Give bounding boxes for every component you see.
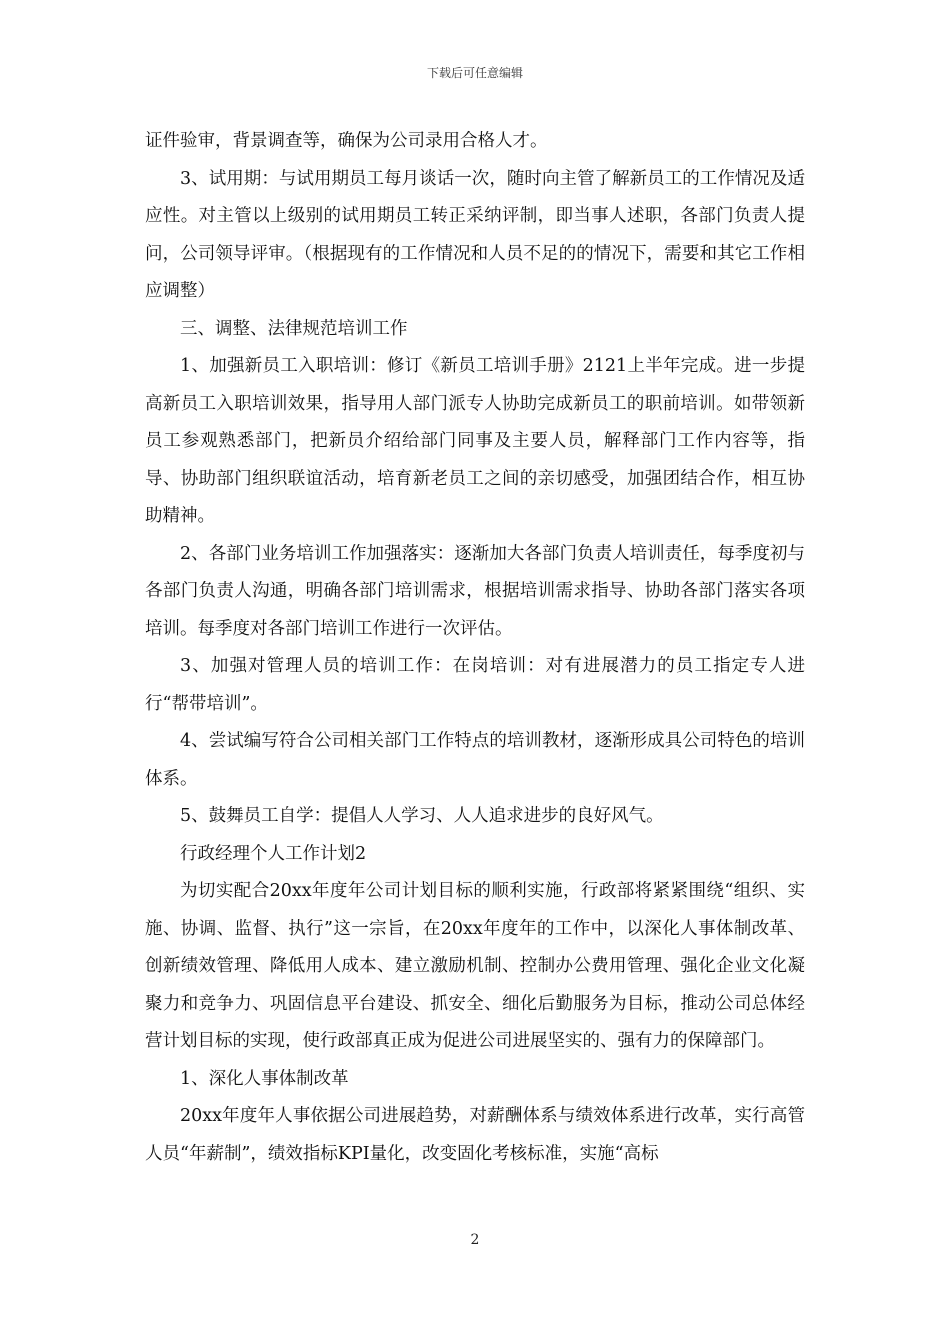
paragraph-12: 20xx年度年人事依据公司进展趋势，对薪酬体系与绩效体系进行改革，实行高管人员“年薪制”，绩效指标KPI量化，改变固化考核标准，实施“高标: [145, 1106, 805, 1164]
section-heading-3: 三、调整、法律规范培训工作: [180, 318, 408, 339]
paragraph-2: 3、试用期：与试用期员工每月谈话一次，随时向主管了解新员工的工作情况及适应性。对主管以上级别的试用期员工转正采纳评制，即当事人述职，各部门负责人提问，公司领导评审。（根据现有的工作情况和人员不足的的情况下，需要和其它工作相应调整）: [145, 168, 805, 301]
document-body: [145, 123, 805, 1173]
paragraph-7: 4、尝试编写符合公司相关部门工作特点的培训教材，逐渐形成具公司特色的培训体系。: [145, 731, 805, 789]
paragraph-6: 3、加强对管理人员的培训工作：在岗培训：对有进展潜力的员工指定专人进行“帮带培训”。: [145, 656, 805, 714]
paragraph-8: 5、鼓舞员工自学：提倡人人学习、人人追求进步的良好风气。: [180, 806, 664, 826]
paragraph-4: 1、加强新员工入职培训：修订《新员工培训手册》2121上半年完成。进一步提高新员工入职培训效果，指导用人部门派专人协助完成新员工的职前培训。如带领新员工参观熟悉部门，把新员介绍给部门同事及主要人员，解释部门工作内容等，指导、协助部门组织联谊活动，培育新老员工之间的亲切感受，加强团结合作，相互协助精神。: [145, 356, 805, 526]
document-title-2: 行政经理个人工作计划2: [180, 843, 367, 864]
page-number: 2: [470, 1232, 480, 1248]
subheading-11: 1、深化人事体制改革: [180, 1068, 349, 1089]
page-header: 下载后可任意编辑: [426, 66, 523, 80]
paragraph-10: 为切实配合20xx年度年公司计划目标的顺利实施，行政部将紧紧围绕“组织、实施、协调、监督、执行”这一宗旨，在20xx年度年的工作中，以深化人事体制改革、创新绩效管理、降低用人成本、建立激励机制、控制办公费用管理、强化企业文化凝聚力和竞争力、巩固信息平台建设、抓安全、细化后勤服务为目标，推动公司总体经营计划目标的实现，使行政部真正成为促进公司进展坚实的、强有力的保障部门。: [145, 881, 805, 1051]
paragraph-1: 证件验审，背景调查等，确保为公司录用合格人才。: [145, 131, 548, 151]
paragraph-5: 2、各部门业务培训工作加强落实：逐渐加大各部门负责人培训责任，每季度初与各部门负责人沟通，明确各部门培训需求，根据培训需求指导、协助各部门落实各项培训。每季度对各部门培训工作进行一次评估。: [145, 543, 805, 639]
